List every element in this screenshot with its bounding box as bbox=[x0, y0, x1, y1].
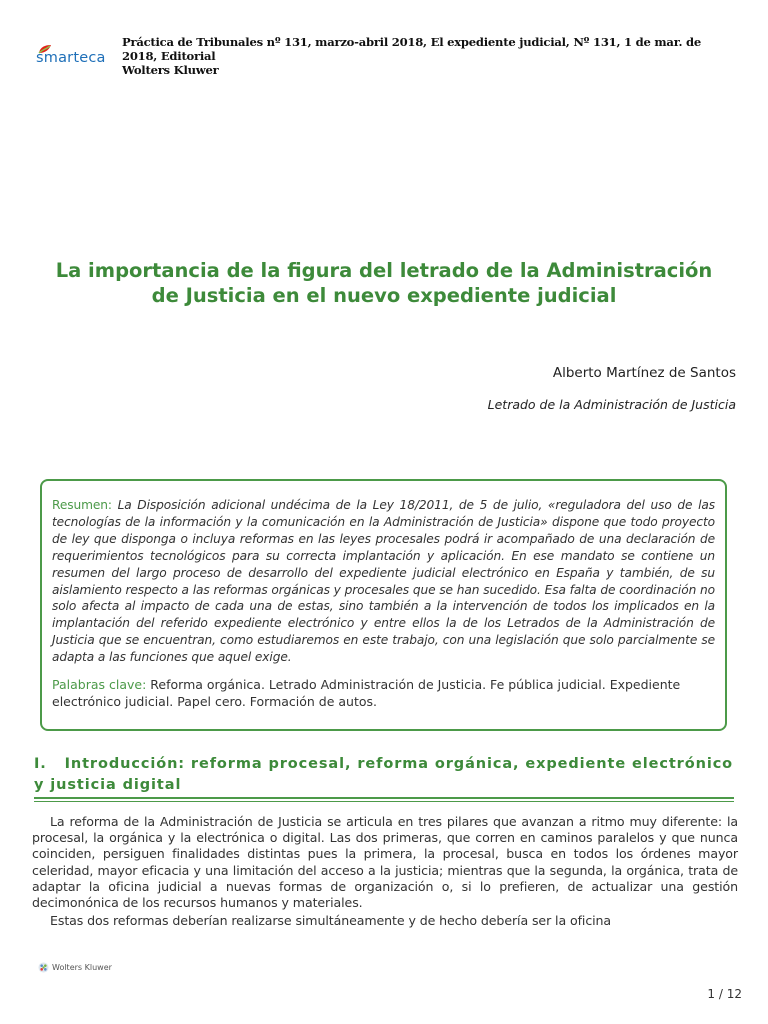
article-title: La importancia de la figura del letrado de la Administración de Justicia en el nuevo expediente judicial bbox=[55, 259, 713, 307]
keywords-paragraph bbox=[52, 676, 715, 710]
keywords-text: Reforma orgánica. Letrado Administración de Justicia. Fe pública judicial. Expediente electrónico judicial. Papel cero. Formación de autos. bbox=[52, 677, 681, 710]
source-line-2: Wolters Kluwer bbox=[122, 63, 219, 77]
footer-publisher-name: Wolters Kluwer bbox=[52, 962, 112, 972]
body-text bbox=[32, 814, 738, 929]
abstract-paragraph bbox=[52, 497, 715, 666]
abstract-text: La Disposición adicional undécima de la Ley 18/2011, de 5 de julio, «reguladora del uso de las tecnologías de la información y la comunicación en la Administración de Justicia» dispone que todo proyecto de ley que disponga o incluya reformas en las leyes procesales podrá ir acompañado de una declaración de requerimientos tecnológicos para su correcta implantación y aplicación. En ese mandato se contiene un resumen del largo proceso de desarrollo del expediente judicial electrónico en España y también, de su aislamiento respecto a las reformas orgánicas y procesales que se han sucedido. Esa falta de coordinación no solo afecta al impacto de cada una de estas, sino también a la intervención de todos los implicados en la implantación del referido expediente electrónico y entre ellos la de los Letrados de la Administración de Justicia que se encuentran, como estudiaremos en este trabajo, con una legislación que solo parcialmente se adapta a las funciones que aquel exige. bbox=[52, 498, 715, 665]
body-paragraph: La reforma de la Administración de Justicia se articula en tres pilares que avanzan a ritmo muy diferente: la procesal, la orgánica y la electrónica o digital. Las dos primeras, que corren en caminos paralelos y que nunca coinciden, persiguen finalidades distintas pues la primera, la procesal, busca en todos los órdenes mayor celeridad, mayor eficacia y una limitación del acceso a la justicia; mientras que la segunda, la orgánica, trata de adaptar la oficina judicial a nuevas formas de organización o, si lo prefieren, de actualizar una gestión decimonónica de los recursos humanos y materiales. bbox=[32, 814, 738, 911]
keywords-label: Palabras clave: bbox=[52, 677, 147, 693]
logo-wordmark: smarteca bbox=[36, 50, 106, 66]
section-number: I. bbox=[34, 756, 47, 772]
smarteca-logo bbox=[36, 44, 126, 66]
page-number: 1 / 12 bbox=[707, 987, 742, 1001]
source-line-1: Práctica de Tribunales nº 131, marzo-abril 2018, El expediente judicial, Nº 131, 1 de mar. de 2018, Editorial bbox=[122, 35, 702, 63]
source-citation bbox=[122, 35, 732, 77]
author-name: Alberto Martínez de Santos bbox=[552, 365, 736, 381]
section-heading bbox=[34, 754, 734, 796]
author-affiliation: Letrado de la Administración de Justicia bbox=[487, 397, 736, 412]
footer-publisher-logo bbox=[38, 960, 112, 974]
abstract-box bbox=[40, 479, 727, 731]
body-paragraph: Estas dos reformas deberían realizarse simultáneamente y de hecho debería ser la oficina bbox=[50, 913, 612, 929]
section-rule-thin bbox=[34, 801, 734, 802]
section-title: Introducción: reforma procesal, reforma orgánica, expediente electrónico y justicia digital bbox=[34, 756, 734, 793]
wolters-kluwer-icon bbox=[38, 962, 49, 973]
abstract-label: Resumen: bbox=[52, 498, 112, 512]
section-rule bbox=[34, 797, 734, 799]
